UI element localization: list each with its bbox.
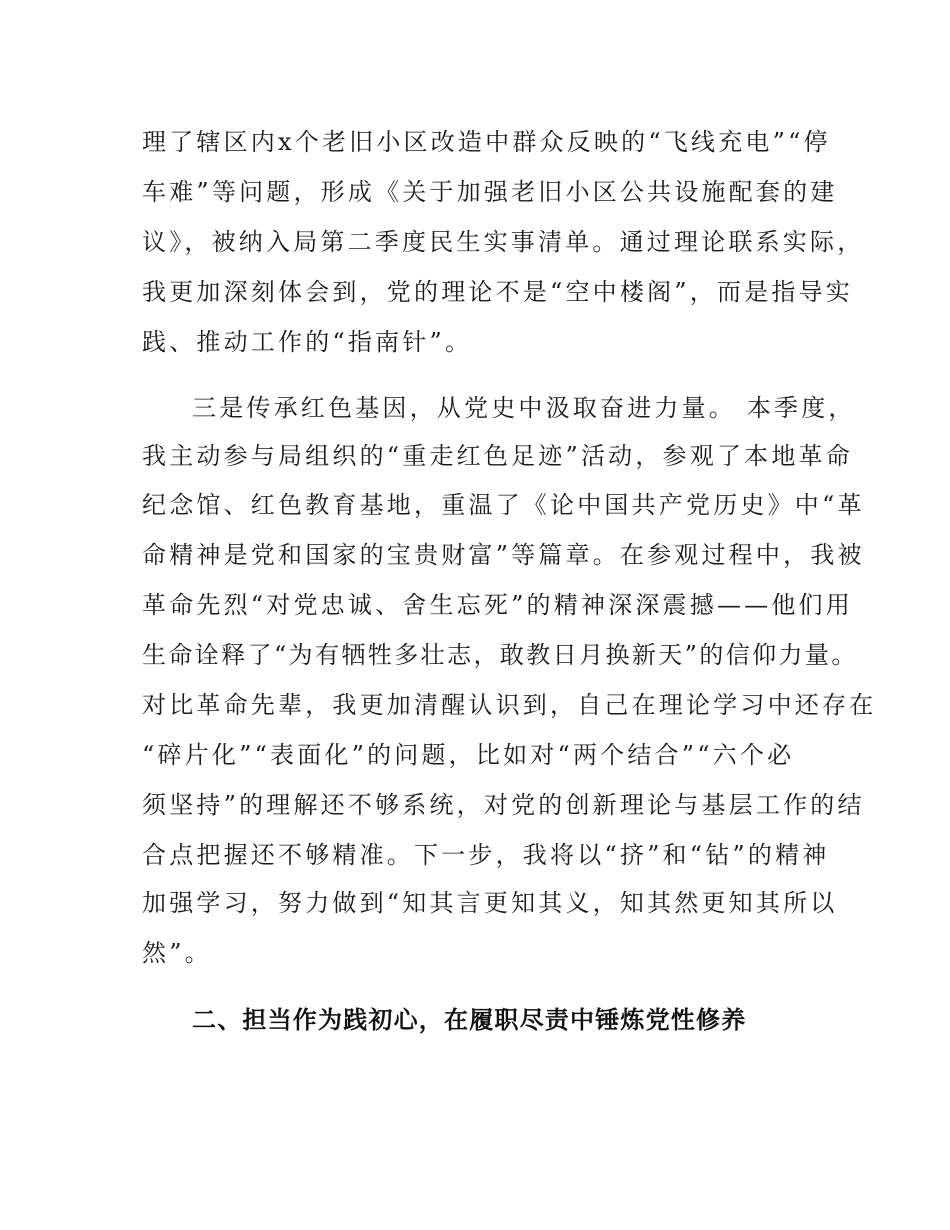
paragraph-2-line-6: 生命诠释了“为有牺牲多壮志，敢教日月换新天”的信仰力量。 (142, 641, 858, 669)
paragraph-2-line-8: “碎片化”“表面化”的问题，比如对“两个结合”“六个必 (142, 741, 795, 769)
paragraph-1-line-2: 车难”等问题，形成《关于加强老旧小区公共设施配套的建 (142, 178, 838, 206)
paragraph-1-line-4: 我更加深刻体会到，党的理论不是“空中楼阁”，而是指导实 (142, 278, 853, 306)
paragraph-2-line-11: 加强学习，努力做到“知其言更知其义，知其然更知其所以 (142, 889, 838, 917)
paragraph-2-line-4: 命精神是党和国家的宝贵财富”等篇章。在参观过程中，我被 (142, 541, 865, 569)
paragraph-2-line-3: 纪念馆、红色教育基地，重温了《论中国共产党历史》中“革 (142, 491, 865, 519)
paragraph-2-line-12: 然”。 (142, 939, 212, 967)
paragraph-2-line-9: 须坚持”的理解还不够系统，对党的创新理论与基层工作的结 (142, 791, 865, 819)
paragraph-1-line-5: 践、推动工作的“指南针”。 (142, 328, 473, 356)
paragraph-2-line-10: 合点把握还不够精准。下一步，我将以“挤”和“钻”的精神 (142, 841, 830, 869)
paragraph-1-line-1: 理了辖区内x个老旧小区改造中群众反映的“飞线充电”“停 (142, 128, 831, 156)
paragraph-2-line-1: 三是传承红色基因，从党史中汲取奋进力量。 本季度， (192, 394, 856, 422)
paragraph-1-line-3: 议》，被纳入局第二季度民生实事清单。通过理论联系实际， (142, 228, 865, 256)
paragraph-2-line-7: 对比革命先辈，我更加清醒认识到，自己在理论学习中还存在 (142, 691, 877, 719)
paragraph-2-line-2: 我主动参与局组织的“重走红色足迹”活动，参观了本地革命 (142, 442, 853, 470)
paragraph-2-line-5: 革命先烈“对党忠诚、舍生忘死”的精神深深震撼——他们用 (142, 591, 853, 619)
section-heading: 二、担当作为践初心，在履职尽责中锤炼党性修养 (192, 1006, 747, 1034)
